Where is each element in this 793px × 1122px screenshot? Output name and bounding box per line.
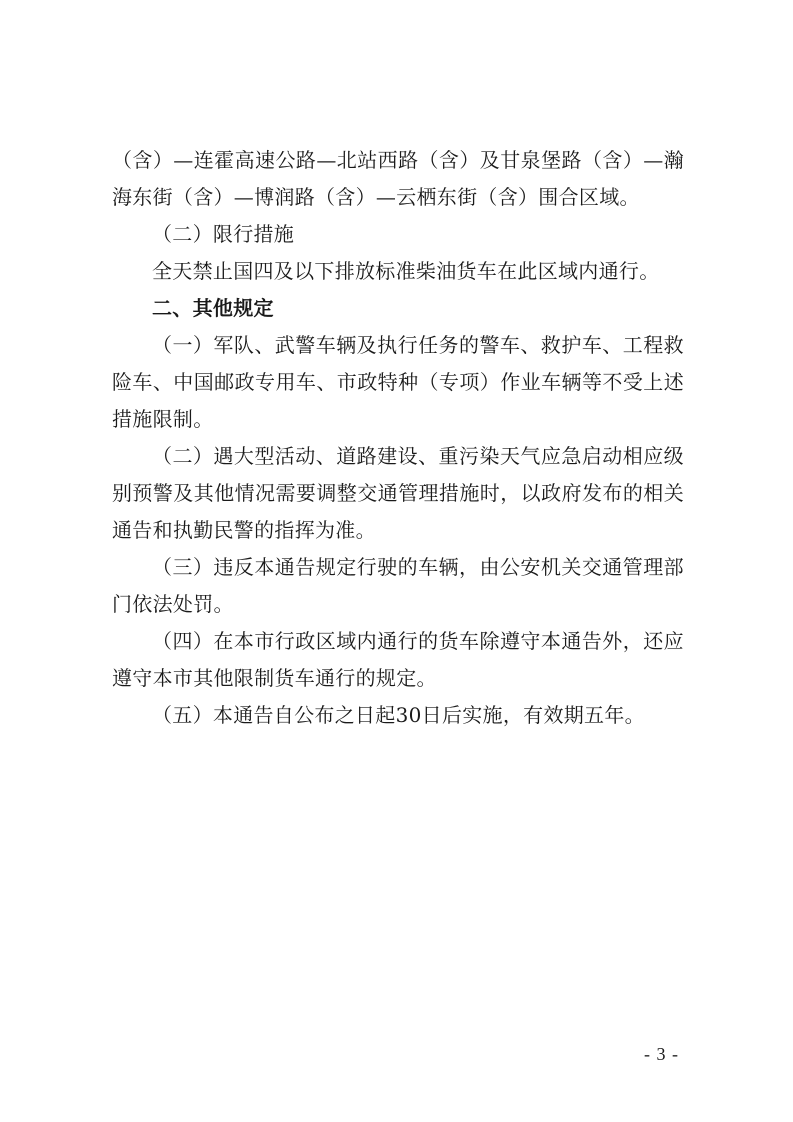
paragraph-rule-3: （三）违反本通告规定行驶的车辆，由公安机关交通管理部门依法处罚。 <box>112 555 684 616</box>
paragraph-rule-1: （一）军队、武警车辆及执行任务的警车、救护车、工程救险车、中国邮政专用车、市政特种（专项）作业车辆等不受上述措施限制。 <box>112 333 684 431</box>
paragraph-rule-5: （五）本通告自公布之日起30日后实施，有效期五年。 <box>152 703 645 727</box>
paragraph-restriction-measures: 全天禁止国四及以下排放标准柴油货车在此区域内通行。 <box>152 259 660 283</box>
paragraph-rule-2: （二）遇大型活动、道路建设、重污染天气应急启动相应级别预警及其他情况需要调整交通管理措施时，以政府发布的相关通告和执勤民警的指挥为准。 <box>112 444 684 542</box>
paragraph-area-boundary-cont: （含）—连霍高速公路—北站西路（含）及甘泉堡路（含）—瀚海东街（含）—博润路（含）—云栖东街（含）围合区域。 <box>112 148 684 209</box>
paragraph-rule-4: （四）在本市行政区域内通行的货车除遵守本通告外，还应遵守本市其他限制货车通行的规定。 <box>112 629 684 690</box>
document-body <box>112 142 684 734</box>
paragraph-restriction-measures-heading: （二）限行措施 <box>152 222 295 246</box>
section-heading-other-rules: 二、其他规定 <box>152 296 274 320</box>
page-number: - 3 - <box>644 1044 679 1064</box>
